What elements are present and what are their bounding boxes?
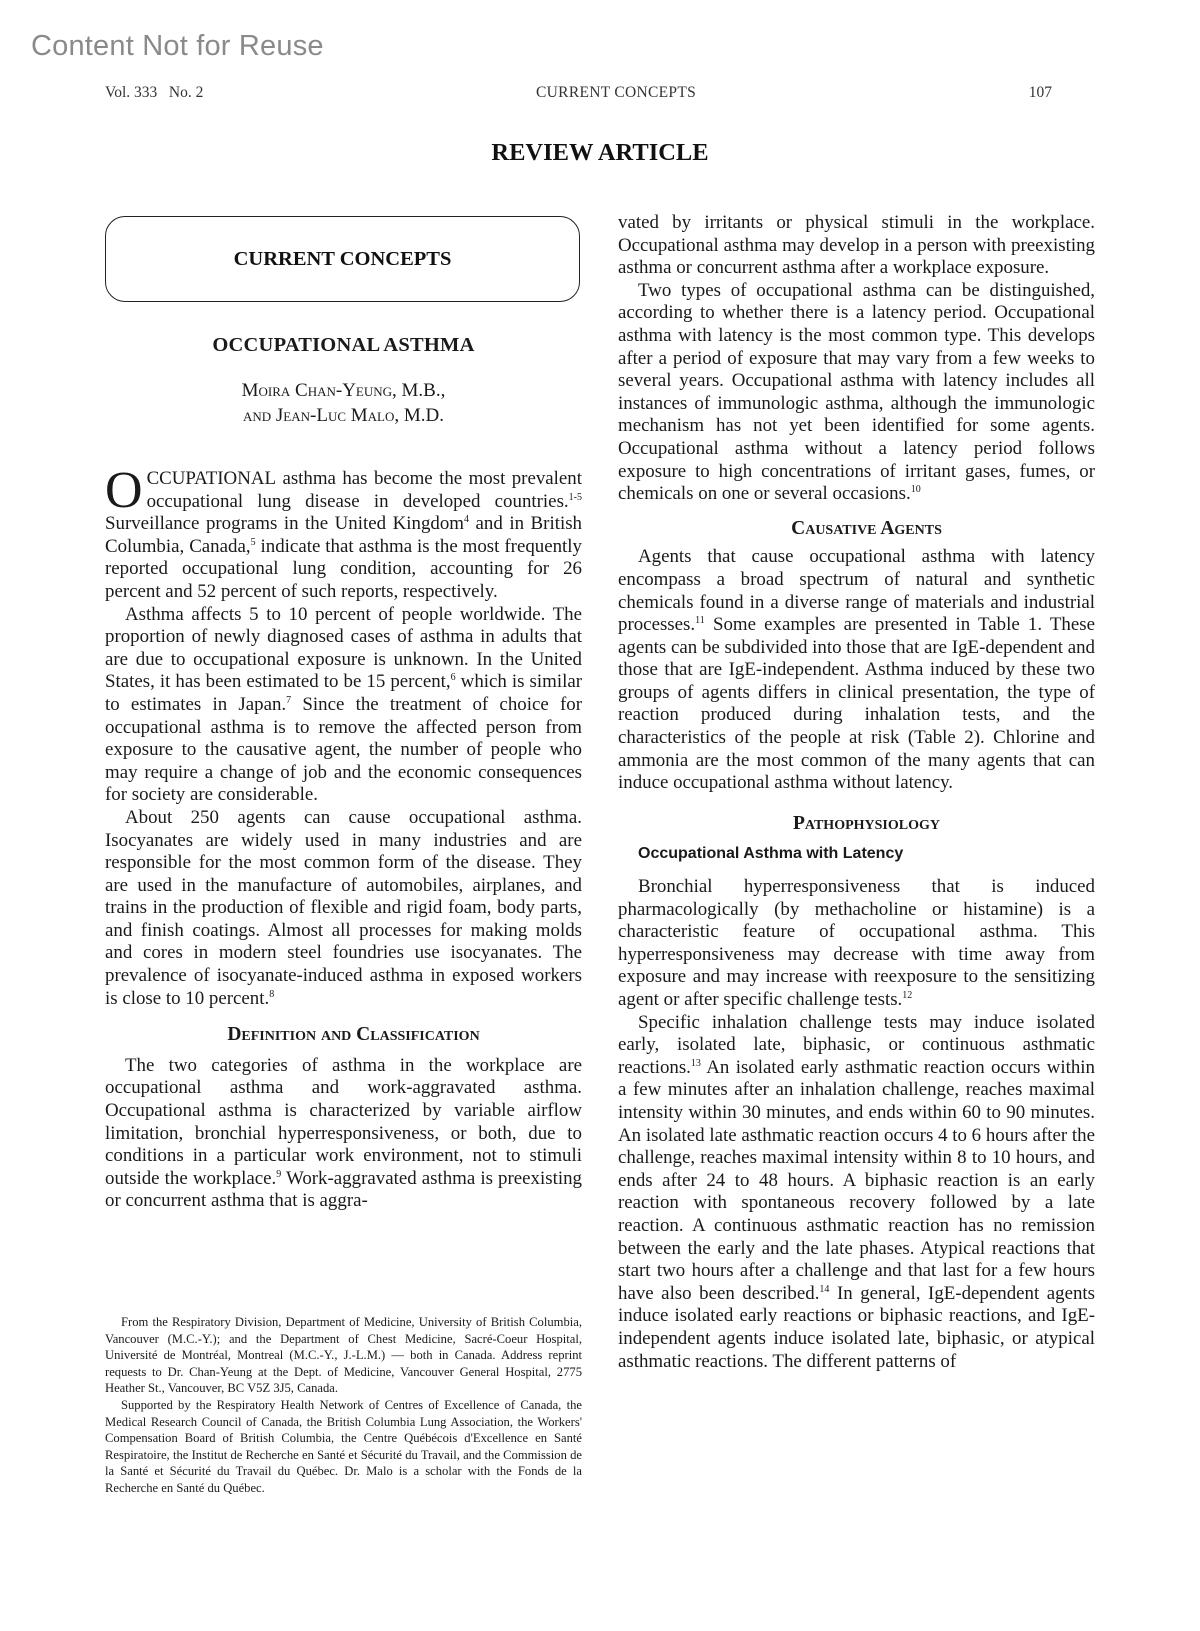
page-number: 107 — [1028, 84, 1052, 101]
footnote — [105, 1314, 582, 1497]
reference: 9 — [276, 1168, 282, 1180]
text-run: and in British Columbia, Canada, — [105, 513, 582, 557]
section-title: REVIEW ARTICLE — [491, 139, 709, 166]
left-column — [105, 462, 583, 1213]
text-run: About 250 agents can cause occupational asthma. Isocyanates are widely used in many industries and are responsible for the most common form of the disease. They are used in the manufacture of automobiles, airplanes, and trains in the production of flexible and rigid foam, body parts, and finish coatings. Almost all processes for making molds and cores in modern steel foundries use isocyanates. The prevalence of isocyanate-induced asthma in exposed workers is close to 10 percent. — [105, 806, 582, 1009]
footnote-support: Supported by the Respiratory Health Network of Centres of Excellence of Canada, the Medical Research Council of Canada, the British Columbia Lung Association, the Workers' Compensation Board of British Columbia, the Centre Québécois d'Excellence en Santé Respiratoire, the Institut de Recherche en Santé et Sécurité du Travail, and the Commission de la Santé et Sécurité du Travail du Québec. Dr. Malo is a scholar with the Fonds de la Recherche en Santé du Québec. — [105, 1397, 582, 1495]
reference: 11 — [695, 615, 705, 627]
paragraph — [105, 604, 582, 807]
reference: 8 — [269, 988, 275, 1000]
reference: 1-5 — [568, 491, 582, 503]
heading-pathophysiology: Pathophysiology — [792, 812, 940, 834]
text-run: asthma has become the most prevalent occupational lung disease in developed countries. — [146, 468, 582, 512]
paragraph — [618, 546, 1095, 795]
text-run: vated by irritants or physical stimuli in the workplace. Occupational asthma may develop in a person with preexisting asthma or concurrent asthma after a workplace exposure. — [618, 212, 1095, 279]
text-run: Asthma affects 5 to 10 percent of people worldwide. The proportion of newly diagnosed cases of asthma in adults that are due to occupational exposure is unknown. In the United States, it has been estimated to be 15 percent, — [105, 603, 582, 693]
reference: 14 — [819, 1283, 830, 1295]
running-head — [105, 84, 1052, 102]
watermark: Content Not for Reuse — [31, 30, 324, 62]
text-run: An isolated early asthmatic reaction occurs within a few minutes after an inhalation challenge, reaches maximal intensity within 30 minutes, and ends within 60 to 90 minutes. An isolated late asthmatic reaction occurs 4 to 6 hours after the challenge, reaches maximal intensity within 8 to 10 hours, and ends after 24 to 48 hours. A biphasic reaction is an early reaction with spontaneous recovery followed by a late reaction. A continuous asthmatic reaction has no remission between the early and the late phases. Atypical reactions that start two hours after a challenge and that last for a few hours have also been described. — [618, 1056, 1095, 1304]
authors — [105, 378, 582, 428]
text-run: Specific inhalation challenge tests may induce isolated early, isolated late, biphasic, or continuous asthmatic reactions. — [618, 1011, 1095, 1078]
paragraph — [618, 280, 1095, 506]
reference: 10 — [910, 484, 921, 496]
author-line-2: and Jean-Luc Malo, M.D. — [243, 405, 444, 426]
right-column — [618, 212, 1095, 1373]
reference: 4 — [463, 514, 469, 526]
text-run: Surveillance programs in the United Kingdom — [105, 513, 464, 535]
text-run: Work-aggravated asthma is preexisting or concurrent asthma that is aggra- — [105, 1167, 582, 1212]
current-concepts-box — [105, 216, 580, 302]
heading-causative-agents: Causative Agents — [791, 517, 942, 539]
paragraph — [618, 876, 1095, 1012]
text-run: which is similar to estimates in Japan. — [105, 671, 582, 715]
text-run: indicate that asthma is the most frequently reported occupational lung condition, accounting for 26 percent and 52 percent of such reports, respectively. — [105, 535, 583, 602]
first-word: CCUPATIONAL — [146, 468, 277, 489]
reference: 12 — [902, 990, 913, 1001]
box-label: CURRENT CONCEPTS — [233, 247, 452, 270]
paragraph — [105, 462, 583, 604]
volume-number: Vol. 333 No. 2 — [105, 84, 204, 101]
paragraph — [618, 212, 1095, 280]
article-title: OCCUPATIONAL ASTHMA — [212, 334, 475, 356]
text-run: Two types of occupational asthma can be distinguished, according to whether there is a latency period. Occupational asthma with latency is the most common type. This develops after a period of exposure that may vary from a few weeks to several years. Occupational asthma with latency includes all instances of immunologic asthma, although the immunologic mechanism has not yet been identified for some agents. Occupational asthma without a latency period follows exposure to high concentrations of irritant gases, fumes, or chemicals on one or several occasions. — [618, 279, 1095, 505]
text-run: Some examples are presented in Table 1. These agents can be subdivided into those that are IgE-dependent and those that are IgE-independent. Asthma induced by these two groups of agents differs in clinical presentation, the type of reaction produced during inhalation tests, and the characteristics of the people at risk (Table 2). Chlorine and ammonia are the most common of the many agents that can induce occupational asthma without latency. — [618, 614, 1095, 794]
running-head-title: CURRENT CONCEPTS — [536, 84, 697, 101]
author-line-1: Moira Chan-Yeung, M.B., — [241, 380, 446, 401]
footnote-affiliations: From the Respiratory Division, Department of Medicine, University of British Columbia, Vancouver (M.C.-Y.); and the Department of Chest Medicine, Sacré-Coeur Hospital, Université de Montréal, Montreal (M.C.-Y., J.-L.M.) — both in Canada. Address reprint requests to Dr. Chan-Yeung at the Dept. of Medicine, Vancouver General Hospital, 2775 Heather St., Vancouver, BC V5Z 3J5, Canada. — [105, 1315, 582, 1396]
text-run: The two categories of asthma in the workplace are occupational asthma and work-aggravated asthma. Occupational asthma is characterized by variable airflow limitation, bronchial hyperresponsiveness, or both, due to conditions in a particular work environment, not to stimuli outside the workplace. — [105, 1054, 582, 1189]
reference: 6 — [450, 672, 456, 684]
reference: 5 — [250, 536, 256, 548]
heading-definition: Definition and Classification — [227, 1024, 480, 1046]
reference: 7 — [286, 694, 292, 706]
reference: 13 — [690, 1057, 701, 1069]
text-run: Agents that cause occupational asthma with latency encompass a broad spectrum of natural and synthetic chemicals found in a diverse range of materials and industrial processes. — [618, 546, 1095, 636]
paragraph — [618, 1012, 1095, 1374]
subheading-latency: Occupational Asthma with Latency — [638, 845, 904, 863]
text-run: Bronchial hyperresponsiveness that is induced pharmacologically (by methacholine or histamine) is a characteristic feature of occupational asthma. This hyperresponsiveness may decrease with time away from exposure and may increase with reexposure to the sensitizing agent or after specific challenge tests. — [618, 876, 1095, 1010]
paragraph — [105, 807, 582, 1010]
text-run: In general, IgE-dependent agents induce isolated early reactions or biphasic reactions, and IgE-independent agents induce isolated late, biphasic, or atypical asthmatic reactions. The different patterns of — [618, 1282, 1095, 1372]
drop-cap: O — [105, 462, 143, 519]
text-run: Since the treatment of choice for occupational asthma is to remove the affected person from exposure to the causative agent, the number of people who may require a change of job and the economic consequences for society are considerable. — [105, 693, 582, 806]
paragraph — [105, 1055, 582, 1213]
